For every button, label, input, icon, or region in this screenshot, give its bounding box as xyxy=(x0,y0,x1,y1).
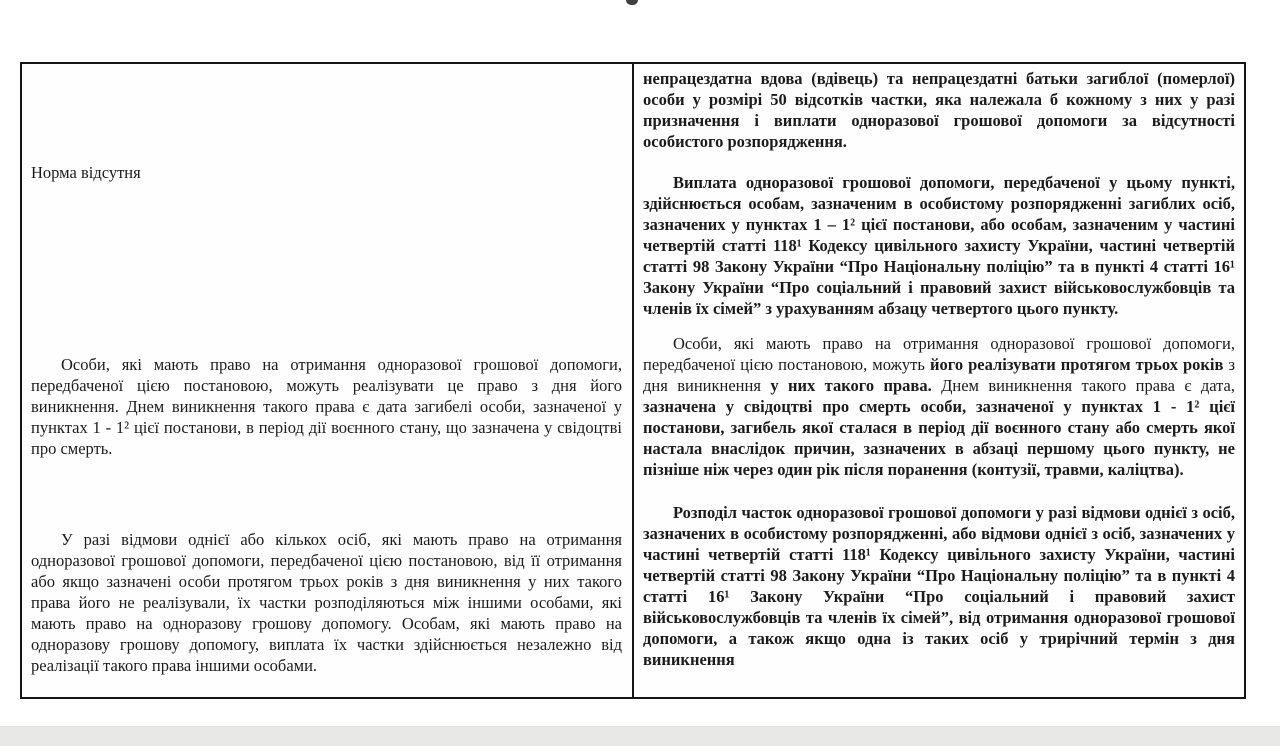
text-segment: У разі відмови однієї або кількох осіб, які мають право на отримання одноразової грошової допомоги, передбаченої цією постановою, від її отримання або якщо зазначені особи протягом трьох років з дня виникнення у них такого права його не реалізували, їх частки розподіляються між іншими особами, які мають право на одноразову грошову допомогу. Особам, які мають право на одноразову грошову допомогу, виплата їх частки здійснюється незалежно від реалізації такого права іншими особами. xyxy=(31,530,622,675)
paragraph xyxy=(643,333,1235,480)
cropped-page-number-mark xyxy=(626,0,638,5)
paragraph xyxy=(643,502,1235,670)
text-segment: Розподіл часток одноразової грошової допомоги у разі відмови однієї з осіб, зазначених в особистому розпорядженні, або відмови однієї з осіб, зазначених у частині четвертій статті 118¹ Кодексу цивільного захисту України, частині четвертій статті 98 Закону України “Про Національну поліцію” та в пункті 4 статті 16¹ Закону України “Про соціальний і правовий захист військовослужбовців та членів їх сімей”, від отримання одноразової грошової допомоги, а також якщо одна із таких осіб у трирічний термін з дня виникнення xyxy=(643,503,1235,669)
scan-edge-strip xyxy=(0,726,1280,746)
table-cell-current-version xyxy=(22,64,632,697)
text-segment: Днем виникнення такого права є дата, xyxy=(941,376,1235,395)
text-segment: Норма відсутня xyxy=(31,163,141,182)
paragraph xyxy=(31,354,622,459)
text-segment: з дня виникнення xyxy=(643,355,1236,395)
text-segment: Особи, які мають право на отримання одноразової грошової допомоги, передбаченої цією постановою, можуть реалізувати це право з дня його виникнення. Днем виникнення такого права є дата загибелі особи, зазначеної у пунктах 1 - 1² цієї постанови, в період дії воєнного стану, що зазначена у свідоцтві про смерть. xyxy=(31,355,622,458)
paragraph xyxy=(31,162,622,183)
text-segment: непрацездатна вдова (вдівець) та непрацездатні батьки загиблої (померлої) особи у розмірі 50 відсотків частки, яка належала б кожному з них у разі призначення і виплати одноразової грошової допомоги за відсутності особистого розпорядження. xyxy=(643,69,1235,151)
text-segment: Особи, які мають право на отримання одноразової грошової допомоги, передбаченої цією постановою, можуть xyxy=(643,334,1235,374)
text-segment: у них такого права. xyxy=(770,376,942,395)
paragraph xyxy=(31,529,622,676)
text-segment: Виплата одноразової грошової допомоги, передбаченої у цьому пункті, здійснюється особам, зазначеним в особистому розпорядженні загиблих осіб, зазначених у пунктах 1 – 1² цієї постанови, або особам, зазначеним у частині четвертій статті 118¹ Кодексу цивільного захисту України, частині четвертій статті 98 Закону України “Про Національну поліцію” та в пункті 4 статті 16¹ Закону України “Про соціальний і правовий захист військовослужбовців та членів їх сімей” з урахуванням абзацу четвертого цього пункту. xyxy=(643,173,1235,318)
paragraph xyxy=(643,172,1235,319)
paragraph xyxy=(643,68,1235,152)
table-cell-amended-version xyxy=(632,64,1244,697)
text-segment: його реалізувати протягом трьох років xyxy=(929,355,1229,374)
comparison-table xyxy=(20,62,1246,699)
text-segment: зазначена у свідоцтві про смерть особи, зазначеної у пунктах 1 - 1² цієї постанови, загибель якої сталася в період дії воєнного стану або смерть якої настала внаслідок причин, зазначених в абзаці першому цього пункту, не пізніше ніж через один рік після поранення (контузії, травми, каліцтва). xyxy=(643,397,1235,479)
